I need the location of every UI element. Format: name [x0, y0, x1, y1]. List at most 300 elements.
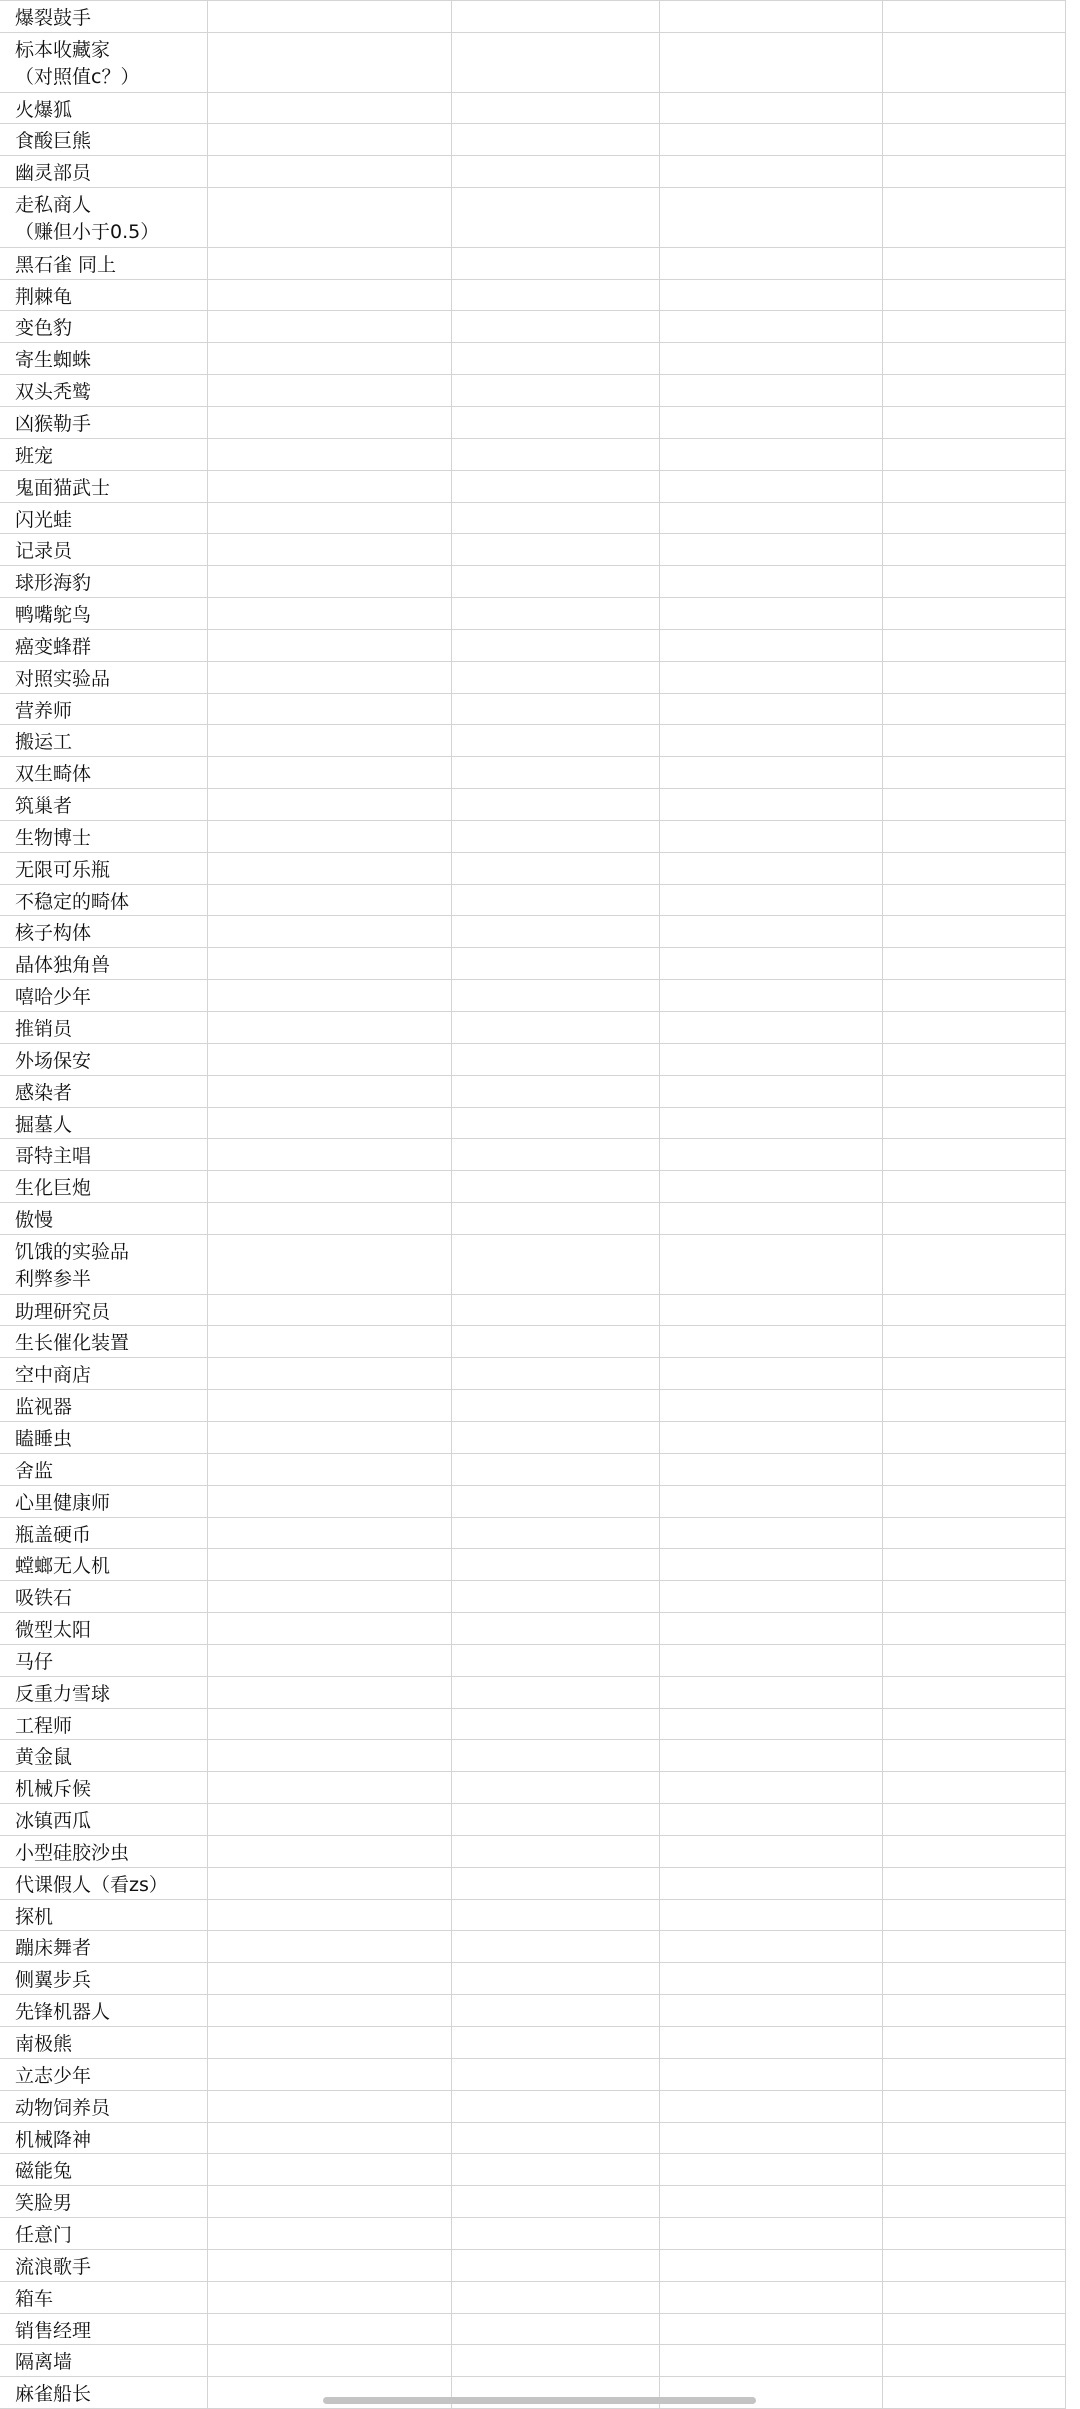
empty-cell[interactable] [660, 33, 883, 92]
empty-cell[interactable] [208, 1358, 452, 1389]
empty-cell[interactable] [208, 1740, 452, 1771]
empty-cell[interactable] [452, 1171, 660, 1202]
empty-cell[interactable] [452, 1581, 660, 1612]
empty-cell[interactable] [208, 2059, 452, 2090]
empty-cell[interactable] [660, 1454, 883, 1485]
empty-cell[interactable] [452, 694, 660, 725]
empty-cell[interactable] [208, 1677, 452, 1708]
name-cell[interactable]: 筑巢者 [0, 789, 208, 820]
empty-cell[interactable] [660, 725, 883, 756]
name-cell[interactable]: 掘墓人 [0, 1108, 208, 1139]
empty-cell[interactable] [883, 2186, 1066, 2217]
empty-cell[interactable] [883, 93, 1066, 124]
empty-cell[interactable] [883, 375, 1066, 406]
empty-cell[interactable] [660, 1549, 883, 1580]
empty-cell[interactable] [208, 1235, 452, 1294]
empty-cell[interactable] [883, 407, 1066, 438]
empty-cell[interactable] [208, 343, 452, 374]
empty-cell[interactable] [883, 156, 1066, 187]
empty-cell[interactable] [452, 188, 660, 247]
empty-cell[interactable] [883, 885, 1066, 916]
empty-cell[interactable] [452, 789, 660, 820]
empty-cell[interactable] [452, 662, 660, 693]
empty-cell[interactable] [208, 124, 452, 155]
empty-cell[interactable] [883, 853, 1066, 884]
empty-cell[interactable] [452, 2186, 660, 2217]
empty-cell[interactable] [660, 1518, 883, 1549]
empty-cell[interactable] [452, 1358, 660, 1389]
empty-cell[interactable] [208, 156, 452, 187]
name-cell[interactable]: 瞌睡虫 [0, 1422, 208, 1453]
empty-cell[interactable] [660, 2154, 883, 2185]
name-cell[interactable]: 标本收藏家 （对照值c？） [0, 33, 208, 92]
empty-cell[interactable] [660, 311, 883, 342]
empty-cell[interactable] [452, 2282, 660, 2313]
empty-cell[interactable] [452, 630, 660, 661]
empty-cell[interactable] [883, 1804, 1066, 1835]
empty-cell[interactable] [208, 280, 452, 311]
empty-cell[interactable] [452, 2059, 660, 2090]
empty-cell[interactable] [208, 1645, 452, 1676]
name-cell[interactable]: 生物博士 [0, 821, 208, 852]
empty-cell[interactable] [660, 1235, 883, 1294]
empty-cell[interactable] [452, 916, 660, 947]
empty-cell[interactable] [208, 248, 452, 279]
empty-cell[interactable] [452, 1108, 660, 1139]
empty-cell[interactable] [883, 1139, 1066, 1170]
empty-cell[interactable] [452, 1645, 660, 1676]
name-cell[interactable]: 寄生蜘蛛 [0, 343, 208, 374]
empty-cell[interactable] [208, 2250, 452, 2281]
empty-cell[interactable] [660, 188, 883, 247]
empty-cell[interactable] [452, 156, 660, 187]
empty-cell[interactable] [883, 948, 1066, 979]
empty-cell[interactable] [208, 789, 452, 820]
empty-cell[interactable] [883, 471, 1066, 502]
empty-cell[interactable] [452, 2091, 660, 2122]
empty-cell[interactable] [883, 1772, 1066, 1803]
empty-cell[interactable] [660, 1931, 883, 1962]
empty-cell[interactable] [452, 1740, 660, 1771]
empty-cell[interactable] [208, 980, 452, 1011]
empty-cell[interactable] [883, 343, 1066, 374]
empty-cell[interactable] [660, 853, 883, 884]
empty-cell[interactable] [208, 1422, 452, 1453]
name-cell[interactable]: 幽灵部员 [0, 156, 208, 187]
empty-cell[interactable] [883, 248, 1066, 279]
empty-cell[interactable] [883, 757, 1066, 788]
empty-cell[interactable] [452, 1995, 660, 2026]
empty-cell[interactable] [883, 1995, 1066, 2026]
empty-cell[interactable] [208, 375, 452, 406]
empty-cell[interactable] [660, 2345, 883, 2376]
empty-cell[interactable] [660, 1804, 883, 1835]
empty-cell[interactable] [660, 1486, 883, 1517]
empty-cell[interactable] [883, 2123, 1066, 2154]
empty-cell[interactable] [452, 757, 660, 788]
empty-cell[interactable] [883, 1740, 1066, 1771]
name-cell[interactable]: 任意门 [0, 2218, 208, 2249]
empty-cell[interactable] [452, 280, 660, 311]
empty-cell[interactable] [883, 1326, 1066, 1357]
empty-cell[interactable] [883, 566, 1066, 597]
empty-cell[interactable] [208, 471, 452, 502]
empty-cell[interactable] [883, 188, 1066, 247]
empty-cell[interactable] [208, 1613, 452, 1644]
empty-cell[interactable] [883, 1044, 1066, 1075]
empty-cell[interactable] [883, 1, 1066, 32]
name-cell[interactable]: 变色豹 [0, 311, 208, 342]
empty-cell[interactable] [452, 1454, 660, 1485]
empty-cell[interactable] [883, 662, 1066, 693]
empty-cell[interactable] [452, 343, 660, 374]
empty-cell[interactable] [452, 566, 660, 597]
empty-cell[interactable] [660, 1012, 883, 1043]
empty-cell[interactable] [660, 1836, 883, 1867]
empty-cell[interactable] [660, 93, 883, 124]
empty-cell[interactable] [452, 1836, 660, 1867]
empty-cell[interactable] [208, 1044, 452, 1075]
empty-cell[interactable] [883, 1613, 1066, 1644]
empty-cell[interactable] [208, 1326, 452, 1357]
empty-cell[interactable] [660, 1390, 883, 1421]
empty-cell[interactable] [452, 1044, 660, 1075]
name-cell[interactable]: 无限可乐瓶 [0, 853, 208, 884]
name-cell[interactable]: 工程师 [0, 1709, 208, 1740]
empty-cell[interactable] [883, 2091, 1066, 2122]
empty-cell[interactable] [208, 725, 452, 756]
empty-cell[interactable] [660, 1868, 883, 1899]
empty-cell[interactable] [208, 2186, 452, 2217]
empty-cell[interactable] [660, 1076, 883, 1107]
empty-cell[interactable] [208, 1709, 452, 1740]
empty-cell[interactable] [452, 1422, 660, 1453]
name-cell[interactable]: 瓶盖硬币 [0, 1518, 208, 1549]
empty-cell[interactable] [883, 33, 1066, 92]
empty-cell[interactable] [452, 33, 660, 92]
empty-cell[interactable] [452, 1709, 660, 1740]
empty-cell[interactable] [883, 534, 1066, 565]
empty-cell[interactable] [208, 1931, 452, 1962]
empty-cell[interactable] [660, 1645, 883, 1676]
empty-cell[interactable] [452, 1518, 660, 1549]
empty-cell[interactable] [883, 630, 1066, 661]
empty-cell[interactable] [660, 1581, 883, 1612]
empty-cell[interactable] [452, 2027, 660, 2058]
empty-cell[interactable] [208, 1295, 452, 1326]
empty-cell[interactable] [660, 2091, 883, 2122]
empty-cell[interactable] [208, 1518, 452, 1549]
empty-cell[interactable] [452, 1295, 660, 1326]
empty-cell[interactable] [883, 1486, 1066, 1517]
empty-cell[interactable] [883, 1549, 1066, 1580]
empty-cell[interactable] [883, 2027, 1066, 2058]
empty-cell[interactable] [660, 375, 883, 406]
empty-cell[interactable] [660, 1108, 883, 1139]
empty-cell[interactable] [208, 311, 452, 342]
empty-cell[interactable] [883, 1012, 1066, 1043]
empty-cell[interactable] [452, 2345, 660, 2376]
empty-cell[interactable] [883, 2282, 1066, 2313]
empty-cell[interactable] [883, 821, 1066, 852]
empty-cell[interactable] [452, 2250, 660, 2281]
name-cell[interactable]: 食酸巨熊 [0, 124, 208, 155]
empty-cell[interactable] [660, 948, 883, 979]
empty-cell[interactable] [883, 311, 1066, 342]
empty-cell[interactable] [883, 1868, 1066, 1899]
empty-cell[interactable] [883, 503, 1066, 534]
name-cell[interactable]: 生长催化装置 [0, 1326, 208, 1357]
name-cell[interactable]: 马仔 [0, 1645, 208, 1676]
empty-cell[interactable] [660, 124, 883, 155]
empty-cell[interactable] [883, 1454, 1066, 1485]
name-cell[interactable]: 鸭嘴鸵鸟 [0, 598, 208, 629]
empty-cell[interactable] [452, 503, 660, 534]
empty-cell[interactable] [208, 1804, 452, 1835]
empty-cell[interactable] [660, 662, 883, 693]
empty-cell[interactable] [208, 853, 452, 884]
empty-cell[interactable] [883, 2059, 1066, 2090]
empty-cell[interactable] [452, 93, 660, 124]
empty-cell[interactable] [883, 1108, 1066, 1139]
empty-cell[interactable] [660, 789, 883, 820]
name-cell[interactable]: 机械降神 [0, 2123, 208, 2154]
empty-cell[interactable] [660, 757, 883, 788]
empty-cell[interactable] [452, 1963, 660, 1994]
empty-cell[interactable] [452, 311, 660, 342]
empty-cell[interactable] [660, 566, 883, 597]
name-cell[interactable]: 班宠 [0, 439, 208, 470]
name-cell[interactable]: 黑石雀 同上 [0, 248, 208, 279]
empty-cell[interactable] [208, 503, 452, 534]
empty-cell[interactable] [883, 1963, 1066, 1994]
empty-cell[interactable] [208, 2282, 452, 2313]
name-cell[interactable]: 搬运工 [0, 725, 208, 756]
empty-cell[interactable] [452, 2123, 660, 2154]
horizontal-scrollbar[interactable] [323, 2397, 756, 2404]
empty-cell[interactable] [452, 1076, 660, 1107]
name-cell[interactable]: 磁能兔 [0, 2154, 208, 2185]
empty-cell[interactable] [208, 1995, 452, 2026]
empty-cell[interactable] [208, 1868, 452, 1899]
name-cell[interactable]: 晶体独角兽 [0, 948, 208, 979]
empty-cell[interactable] [883, 1709, 1066, 1740]
empty-cell[interactable] [452, 980, 660, 1011]
empty-cell[interactable] [208, 2314, 452, 2345]
empty-cell[interactable] [208, 2218, 452, 2249]
empty-cell[interactable] [208, 534, 452, 565]
name-cell[interactable]: 闪光蛙 [0, 503, 208, 534]
name-cell[interactable]: 核子构体 [0, 916, 208, 947]
name-cell[interactable]: 监视器 [0, 1390, 208, 1421]
empty-cell[interactable] [208, 821, 452, 852]
empty-cell[interactable] [452, 1139, 660, 1170]
name-cell[interactable]: 探机 [0, 1900, 208, 1931]
empty-cell[interactable] [452, 1326, 660, 1357]
empty-cell[interactable] [660, 471, 883, 502]
empty-cell[interactable] [660, 1995, 883, 2026]
empty-cell[interactable] [452, 2154, 660, 2185]
empty-cell[interactable] [660, 1963, 883, 1994]
name-cell[interactable]: 记录员 [0, 534, 208, 565]
empty-cell[interactable] [883, 1076, 1066, 1107]
empty-cell[interactable] [660, 1677, 883, 1708]
empty-cell[interactable] [883, 789, 1066, 820]
name-cell[interactable]: 动物饲养员 [0, 2091, 208, 2122]
empty-cell[interactable] [452, 534, 660, 565]
empty-cell[interactable] [883, 694, 1066, 725]
empty-cell[interactable] [208, 885, 452, 916]
name-cell[interactable]: 爆裂鼓手 [0, 1, 208, 32]
empty-cell[interactable] [660, 1203, 883, 1234]
name-cell[interactable]: 黄金鼠 [0, 1740, 208, 1771]
empty-cell[interactable] [660, 630, 883, 661]
empty-cell[interactable] [452, 1390, 660, 1421]
name-cell[interactable]: 空中商店 [0, 1358, 208, 1389]
empty-cell[interactable] [452, 439, 660, 470]
empty-cell[interactable] [660, 2186, 883, 2217]
empty-cell[interactable] [452, 1772, 660, 1803]
name-cell[interactable]: 鬼面猫武士 [0, 471, 208, 502]
name-cell[interactable]: 走私商人 （赚但小于0.5） [0, 188, 208, 247]
empty-cell[interactable] [208, 1963, 452, 1994]
name-cell[interactable]: 隔离墙 [0, 2345, 208, 2376]
name-cell[interactable]: 麻雀船长 [0, 2377, 208, 2408]
empty-cell[interactable] [452, 853, 660, 884]
empty-cell[interactable] [660, 1171, 883, 1202]
empty-cell[interactable] [452, 471, 660, 502]
name-cell[interactable]: 对照实验品 [0, 662, 208, 693]
name-cell[interactable]: 球形海豹 [0, 566, 208, 597]
name-cell[interactable]: 外场保安 [0, 1044, 208, 1075]
empty-cell[interactable] [208, 1549, 452, 1580]
empty-cell[interactable] [452, 1804, 660, 1835]
empty-cell[interactable] [883, 439, 1066, 470]
empty-cell[interactable] [660, 1900, 883, 1931]
empty-cell[interactable] [452, 1549, 660, 1580]
name-cell[interactable]: 营养师 [0, 694, 208, 725]
empty-cell[interactable] [208, 1454, 452, 1485]
name-cell[interactable]: 火爆狐 [0, 93, 208, 124]
empty-cell[interactable] [883, 725, 1066, 756]
empty-cell[interactable] [208, 439, 452, 470]
empty-cell[interactable] [208, 1390, 452, 1421]
empty-cell[interactable] [660, 407, 883, 438]
empty-cell[interactable] [208, 694, 452, 725]
empty-cell[interactable] [883, 1171, 1066, 1202]
name-cell[interactable]: 箱车 [0, 2282, 208, 2313]
name-cell[interactable]: 蹦床舞者 [0, 1931, 208, 1962]
empty-cell[interactable] [660, 534, 883, 565]
empty-cell[interactable] [883, 916, 1066, 947]
empty-cell[interactable] [660, 2123, 883, 2154]
name-cell[interactable]: 笑脸男 [0, 2186, 208, 2217]
empty-cell[interactable] [883, 1677, 1066, 1708]
empty-cell[interactable] [883, 1422, 1066, 1453]
name-cell[interactable]: 助理研究员 [0, 1295, 208, 1326]
empty-cell[interactable] [883, 1931, 1066, 1962]
empty-cell[interactable] [883, 598, 1066, 629]
name-cell[interactable]: 心里健康师 [0, 1486, 208, 1517]
name-cell[interactable]: 吸铁石 [0, 1581, 208, 1612]
empty-cell[interactable] [208, 2027, 452, 2058]
empty-cell[interactable] [883, 2314, 1066, 2345]
empty-cell[interactable] [208, 1012, 452, 1043]
empty-cell[interactable] [883, 2377, 1066, 2408]
empty-cell[interactable] [883, 980, 1066, 1011]
name-cell[interactable]: 反重力雪球 [0, 1677, 208, 1708]
empty-cell[interactable] [452, 1235, 660, 1294]
empty-cell[interactable] [208, 33, 452, 92]
empty-cell[interactable] [660, 1139, 883, 1170]
empty-cell[interactable] [452, 598, 660, 629]
name-cell[interactable]: 侧翼步兵 [0, 1963, 208, 1994]
empty-cell[interactable] [208, 93, 452, 124]
name-cell[interactable]: 双生畸体 [0, 757, 208, 788]
empty-cell[interactable] [452, 885, 660, 916]
name-cell[interactable]: 傲慢 [0, 1203, 208, 1234]
empty-cell[interactable] [452, 1, 660, 32]
empty-cell[interactable] [660, 439, 883, 470]
empty-cell[interactable] [883, 2218, 1066, 2249]
name-cell[interactable]: 哥特主唱 [0, 1139, 208, 1170]
empty-cell[interactable] [208, 1836, 452, 1867]
empty-cell[interactable] [208, 1900, 452, 1931]
name-cell[interactable]: 立志少年 [0, 2059, 208, 2090]
name-cell[interactable]: 代课假人（看zs） [0, 1868, 208, 1899]
empty-cell[interactable] [208, 1203, 452, 1234]
empty-cell[interactable] [208, 1581, 452, 1612]
empty-cell[interactable] [660, 280, 883, 311]
empty-cell[interactable] [208, 1076, 452, 1107]
empty-cell[interactable] [660, 503, 883, 534]
name-cell[interactable]: 小型硅胶沙虫 [0, 1836, 208, 1867]
empty-cell[interactable] [452, 2314, 660, 2345]
empty-cell[interactable] [883, 1390, 1066, 1421]
empty-cell[interactable] [208, 1, 452, 32]
empty-cell[interactable] [660, 1740, 883, 1771]
empty-cell[interactable] [452, 1613, 660, 1644]
empty-cell[interactable] [208, 2345, 452, 2376]
empty-cell[interactable] [883, 1235, 1066, 1294]
name-cell[interactable]: 流浪歌手 [0, 2250, 208, 2281]
empty-cell[interactable] [452, 248, 660, 279]
empty-cell[interactable] [208, 1171, 452, 1202]
empty-cell[interactable] [883, 1836, 1066, 1867]
name-cell[interactable]: 双头秃鹫 [0, 375, 208, 406]
name-cell[interactable]: 舍监 [0, 1454, 208, 1485]
empty-cell[interactable] [660, 980, 883, 1011]
name-cell[interactable]: 南极熊 [0, 2027, 208, 2058]
name-cell[interactable]: 饥饿的实验品 利弊参半 [0, 1235, 208, 1294]
name-cell[interactable]: 嘻哈少年 [0, 980, 208, 1011]
empty-cell[interactable] [452, 948, 660, 979]
empty-cell[interactable] [660, 598, 883, 629]
empty-cell[interactable] [452, 2218, 660, 2249]
empty-cell[interactable] [452, 821, 660, 852]
empty-cell[interactable] [660, 2027, 883, 2058]
empty-cell[interactable] [660, 1, 883, 32]
empty-cell[interactable] [208, 566, 452, 597]
empty-cell[interactable] [883, 1645, 1066, 1676]
empty-cell[interactable] [660, 916, 883, 947]
empty-cell[interactable] [660, 1044, 883, 1075]
empty-cell[interactable] [883, 2345, 1066, 2376]
name-cell[interactable]: 不稳定的畸体 [0, 885, 208, 916]
empty-cell[interactable] [452, 1677, 660, 1708]
empty-cell[interactable] [452, 375, 660, 406]
empty-cell[interactable] [452, 1012, 660, 1043]
